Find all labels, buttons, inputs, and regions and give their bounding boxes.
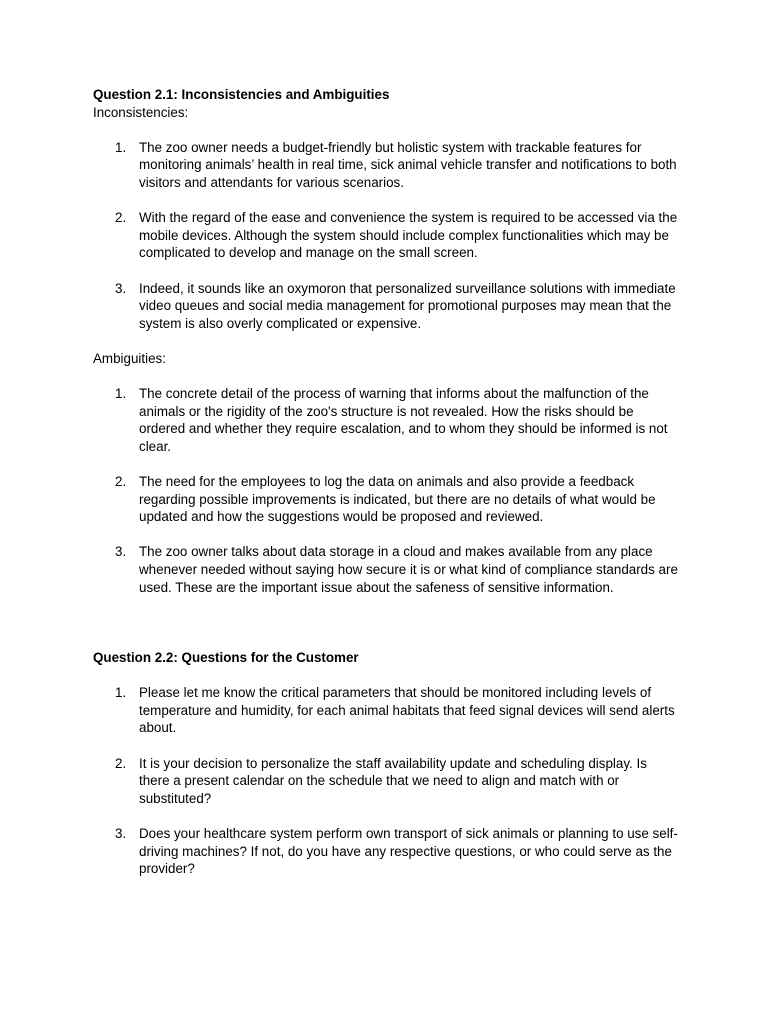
list-item [93, 755, 679, 808]
list-item [93, 209, 679, 262]
ambiguities-list [93, 385, 693, 596]
section-heading-2-2: Question 2.2: Questions for the Customer [93, 650, 359, 666]
list-item-text: The zoo owner talks about data storage in a cloud and makes available from any place whenever needed without saying how secure it is or what kind of compliance standards are used. These are the important issue about the safeness of sensitive information. [139, 544, 678, 595]
list-item [93, 543, 679, 596]
list-item [93, 385, 679, 455]
list-item-number: 2. [115, 210, 127, 226]
customer-questions-list [93, 684, 693, 878]
list-item-number: 3. [115, 544, 127, 560]
list-item-text: Indeed, it sounds like an oxymoron that personalized surveillance solutions with immediate video queues and social media management for promotional purposes may mean that the system is also overly complicated or expensive. [139, 280, 676, 331]
list-item-number: 2. [115, 755, 127, 771]
list-item-text: The zoo owner needs a budget-friendly but holistic system with trackable features for monitoring animals’ health in real time, sick animal vehicle transfer and notifications to both visitors and attendants for various scenarios. [139, 139, 677, 190]
list-item-number: 2. [115, 474, 127, 490]
list-item-number: 1. [115, 685, 127, 701]
ambiguities-label: Ambiguities: [93, 350, 166, 366]
list-item-number: 1. [115, 386, 127, 402]
list-item [93, 684, 679, 737]
list-item-text: It is your decision to personalize the staff availability update and scheduling display. Is there a present calendar on the schedule that we need to align and match with or substituted? [139, 755, 647, 806]
list-item-number: 3. [115, 280, 127, 296]
inconsistencies-list [93, 139, 693, 333]
list-item-number: 3. [115, 825, 127, 841]
inconsistencies-label: Inconsistencies: [93, 104, 189, 120]
section-heading-2-1: Question 2.1: Inconsistencies and Ambiguities [93, 87, 390, 102]
list-item [93, 473, 679, 526]
list-item-text: The need for the employees to log the data on animals and also provide a feedback regarding possible improvements is indicated, but there are no details of what would be updated and how the suggestions would be proposed and reviewed. [139, 474, 656, 525]
list-item-text: The concrete detail of the process of warning that informs about the malfunction of the animals or the rigidity of the zoo's structure is not revealed. How the risks should be ordered and whether they require escalation, and to whom they should be informed is not clear. [139, 386, 668, 454]
document-page [93, 86, 693, 878]
list-item-number: 1. [115, 139, 127, 155]
list-item [93, 280, 679, 333]
list-item-text: Please let me know the critical parameters that should be monitored including levels of temperature and humidity, for each animal habitats that feed signal devices will send alerts about. [139, 685, 675, 736]
list-item [93, 825, 679, 878]
list-item-text: With the regard of the ease and convenience the system is required to be accessed via the mobile devices. Although the system should include complex functionalities which may be complicated to develop and manage on the small screen. [139, 210, 678, 261]
list-item-text: Does your healthcare system perform own transport of sick animals or planning to use self-driving machines? If not, do you have any respective questions, or who could serve as the provider? [139, 825, 678, 877]
list-item [93, 139, 679, 192]
